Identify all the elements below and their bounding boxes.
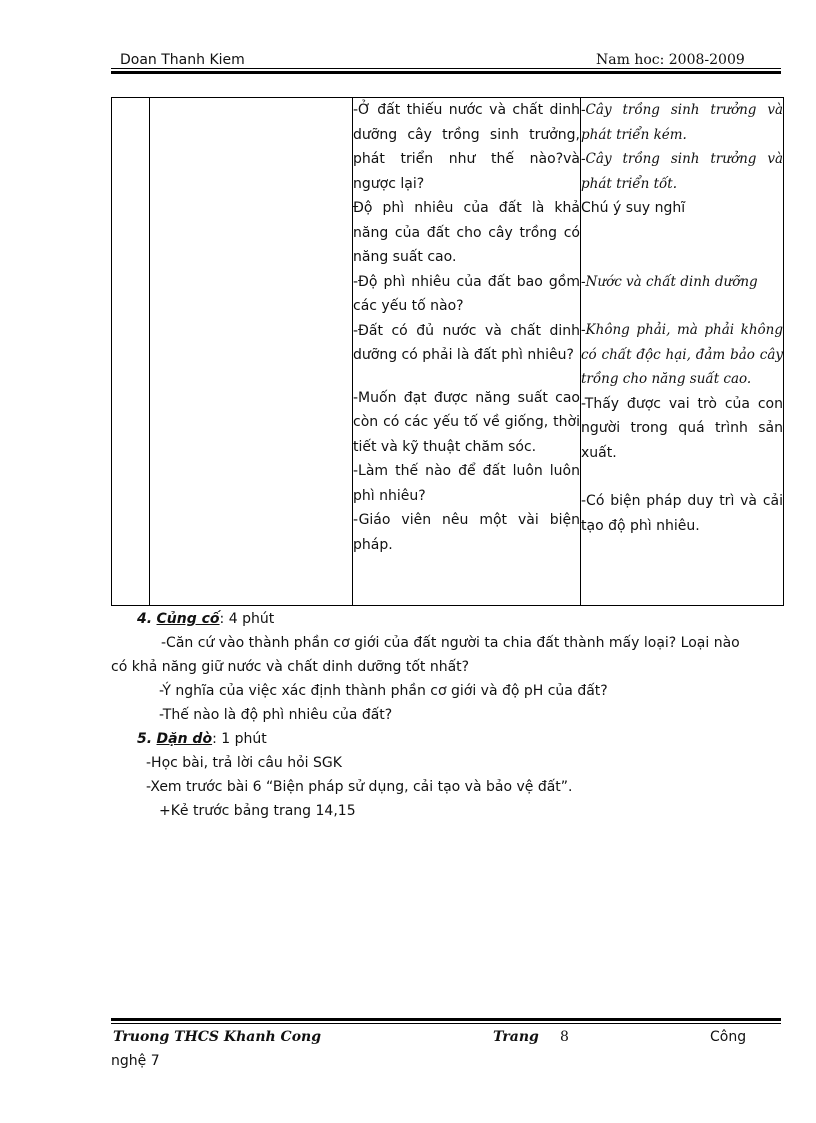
list-item: +Kẻ trước bảng trang 14,15 [159, 803, 356, 819]
list-item: -Học bài, trả lời câu hỏi SGK [146, 755, 342, 771]
header-rule-thin [111, 68, 781, 69]
section-heading-consolidation [111, 607, 771, 631]
student-activity-cell [581, 98, 784, 606]
teacher-activity: -Làm thế nào để đất luôn luôn phì nhiêu? [353, 463, 580, 504]
student-activity: -Có biện pháp duy trì và cải tạo độ phì nhiêu. [581, 493, 783, 534]
teacher-activity: -Độ phì nhiêu của đất bao gồm các yếu tố nào? [353, 273, 580, 314]
teacher-activity: -Đất có đủ nước và chất dinh dưỡng có phải là đất phì nhiêu? [353, 322, 580, 363]
table-cell-empty-1 [112, 98, 150, 606]
student-activity: Chú ý suy nghĩ [581, 200, 686, 216]
footer-school: Truong THCS Khanh Cong [113, 1029, 322, 1045]
header-school-year: Nam hoc: 2008-2009 [596, 52, 745, 68]
student-activity: -Không phải, mà phải không có chất độc hại, đảm bảo cây trồng cho năng suất cao. [581, 322, 783, 387]
list-item: -Ý nghĩa của việc xác định thành phần cơ giới và độ pH của đất? [159, 683, 608, 699]
table-row [112, 98, 784, 606]
teacher-activity: -Muốn đạt được năng suất cao còn có các yếu tố về giống, thời tiết và kỹ thuật chăm sóc. [353, 389, 580, 455]
list-item: -Căn cứ vào thành phần cơ giới của đất người ta chia đất thành mấy loại? Loại nào [161, 635, 740, 651]
footer-rule-thick [111, 1018, 781, 1021]
section-heading-homework [111, 727, 771, 751]
student-activity: -Cây trồng sinh trưởng và phát triển tốt. [581, 151, 783, 192]
section-time: : 4 phút [219, 611, 275, 627]
student-activity: -Nước và chất dinh dưỡng [581, 273, 758, 290]
lesson-sections [111, 607, 771, 823]
section-title: Dặn dò [156, 731, 213, 747]
teacher-activity: -Ở đất thiếu nước và chất dinh dưỡng cây trồng sinh trưởng, phát triển như thế nào?và ngược lại? [353, 102, 580, 192]
teacher-activity-cell [353, 98, 581, 606]
footer-page-number: 8 [560, 1029, 569, 1045]
list-item: -Thế nào là độ phì nhiêu của đất? [159, 707, 393, 723]
list-item: có khả năng giữ nước và chất dinh dưỡng tốt nhất? [111, 659, 470, 675]
section-number: 4. [137, 611, 153, 627]
footer-page-label: Trang [493, 1029, 539, 1045]
footer-rule-thin [111, 1023, 781, 1024]
section-time: : 1 phút [212, 731, 267, 747]
header-author: Doan Thanh Kiem [120, 52, 245, 68]
teacher-activity: -Giáo viên nêu một vài biện pháp. [353, 512, 580, 553]
table-cell-empty-2 [150, 98, 353, 606]
lesson-table [111, 97, 784, 606]
student-activity: -Cây trồng sinh trưởng và phát triển kém. [581, 102, 783, 143]
section-number: 5. [137, 731, 153, 747]
section-title: Củng cố [156, 611, 220, 627]
teacher-activity: Độ phì nhiêu của đất là khả năng của đất cho cây trồng có năng suất cao. [353, 200, 580, 265]
header-rule-thick [111, 71, 781, 74]
footer-subject: Công [710, 1029, 747, 1045]
list-item: -Xem trước bài 6 “Biện pháp sử dụng, cải tạo và bảo vệ đất”. [146, 779, 573, 795]
student-activity: -Thấy được vai trò của con người trong quá trình sản xuất. [581, 395, 783, 461]
footer-subject-continued: nghệ 7 [111, 1053, 160, 1069]
